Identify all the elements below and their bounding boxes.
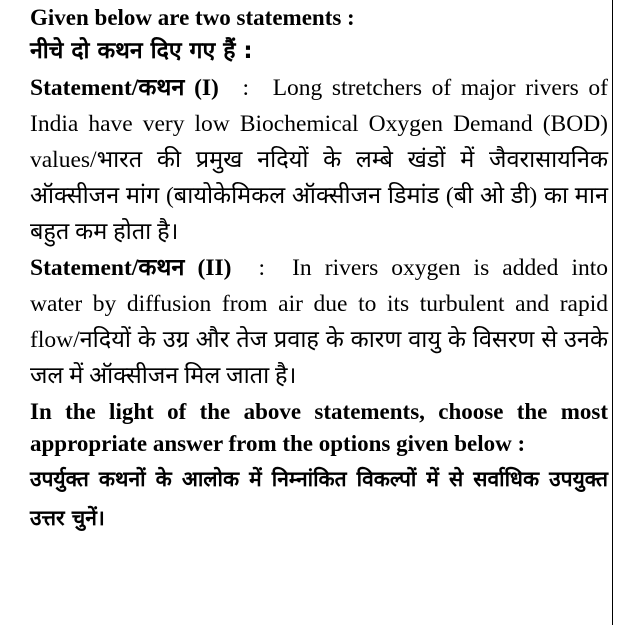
statement-2-separator: : bbox=[258, 255, 266, 281]
heading-english: Given below are two statements : bbox=[30, 5, 355, 30]
statement-1-separator: : bbox=[242, 75, 250, 101]
statement-1-text: Long stretchers of major rivers of India have very low Biochemical Oxygen Demand (BOD) values/भारत की प्रमुख नदियों के लम्बे खंडों में जैवरासायनिक ऑक्सीजन मांग (बायोकेमिकल ऑक्सीजन डिमांड (बी ओ डी) का मान बहुत कम होता है। bbox=[30, 75, 608, 245]
instruction-hindi: उपर्युक्त कथनों के आलोक में निम्नांकित विकल्पों में से सर्वाधिक उपयुक्त उत्तर चुनें। bbox=[30, 467, 608, 530]
statement-2-text: In rivers oxygen is added into water by diffusion from air due to its turbulent and rapid flow/नदियों के उग्र और तेज प्रवाह के कारण वायु के विसरण से उनके जल में ऑक्सीजन मिल जाता है। bbox=[30, 255, 609, 389]
right-border-line bbox=[612, 0, 613, 625]
heading-hindi: नीचे दो कथन दिए गए हैं : bbox=[30, 38, 253, 64]
statement-2 bbox=[30, 250, 608, 394]
statement-1 bbox=[30, 70, 608, 250]
statement-2-label: Statement/कथन (II) bbox=[30, 255, 232, 281]
statement-1-label: Statement/कथन (I) bbox=[30, 75, 219, 101]
question-content bbox=[30, 2, 608, 538]
instruction-english: In the light of the above statements, choose the most appropriate answer from the options given below : bbox=[30, 399, 608, 456]
